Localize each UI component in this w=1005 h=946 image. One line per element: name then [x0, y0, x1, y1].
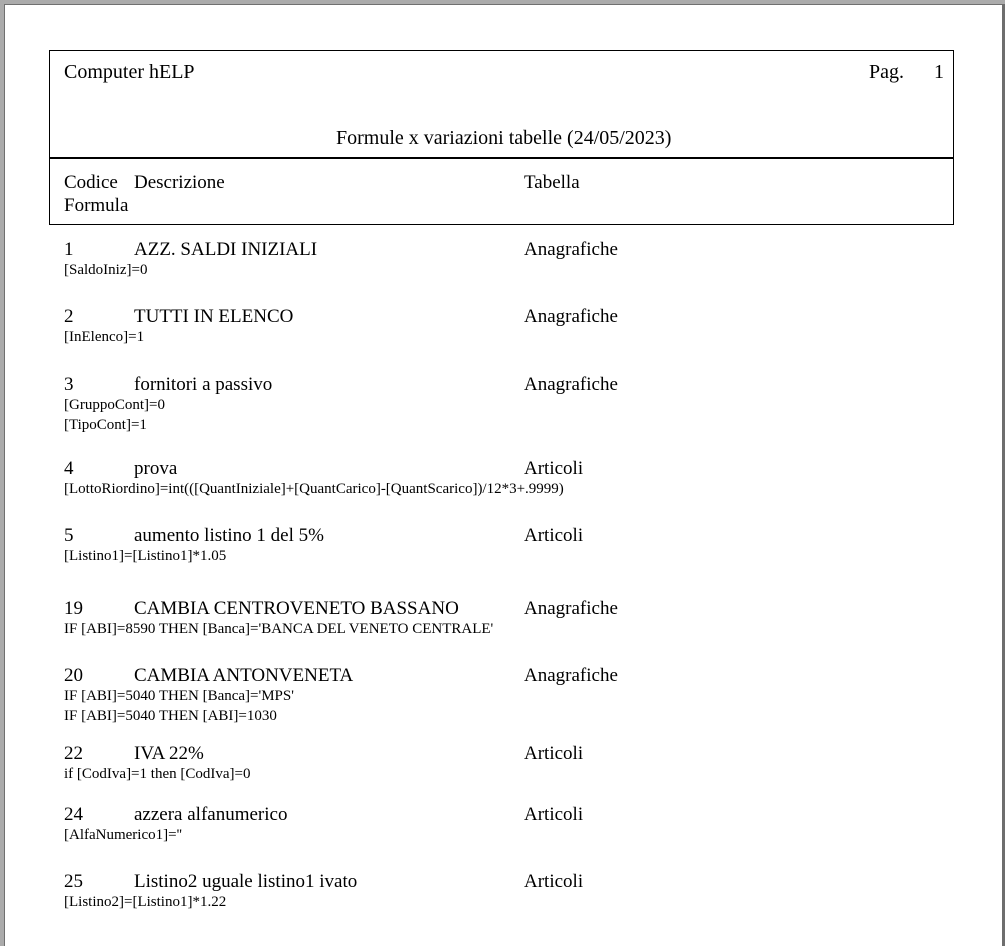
row-table: Anagrafiche — [524, 239, 618, 260]
column-header-codice: Codice — [64, 172, 118, 193]
row-description: AZZ. SALDI INIZIALI — [134, 239, 318, 260]
row-table: Articoli — [524, 743, 584, 764]
row-code: 2 — [64, 306, 74, 327]
row-formula: if [CodIva]=1 then [CodIva]=0 — [64, 766, 251, 782]
row-description: azzera alfanumerico — [134, 804, 288, 825]
row-code: 1 — [64, 239, 74, 260]
column-header-formula: Formula — [64, 195, 129, 216]
row-table: Articoli — [524, 525, 584, 546]
row-description: fornitori a passivo — [134, 374, 273, 395]
row-formula: [AlfaNumerico1]='' — [64, 827, 182, 843]
row-table: Anagrafiche — [524, 598, 618, 619]
row-code: 3 — [64, 374, 74, 395]
row-code: 19 — [64, 598, 83, 619]
row-formula: [Listino1]=[Listino1]*1.05 — [64, 548, 227, 564]
row-code: 5 — [64, 525, 74, 546]
row-formula: [GruppoCont]=0 — [64, 397, 165, 413]
row-description: aumento listino 1 del 5% — [134, 525, 324, 546]
row-table: Articoli — [524, 804, 584, 825]
row-description: CAMBIA CENTROVENETO BASSANO — [134, 598, 459, 619]
page-label: Pag. — [869, 61, 904, 83]
row-formula: [SaldoIniz]=0 — [64, 262, 148, 278]
row-code: 25 — [64, 871, 83, 892]
row-formula: [Listino2]=[Listino1]*1.22 — [64, 894, 227, 910]
company-name: Computer hELP — [64, 61, 195, 83]
row-table: Articoli — [524, 458, 584, 479]
row-code: 20 — [64, 665, 83, 686]
row-code: 22 — [64, 743, 83, 764]
row-code: 24 — [64, 804, 83, 825]
row-description: Listino2 uguale listino1 ivato — [134, 871, 358, 892]
row-code: 4 — [64, 458, 74, 479]
row-formula: [TipoCont]=1 — [64, 417, 147, 433]
row-description: prova — [134, 458, 178, 479]
row-formula: IF [ABI]=5040 THEN [Banca]='MPS' — [64, 688, 294, 704]
column-header-tabella: Tabella — [524, 172, 580, 193]
row-description: IVA 22% — [134, 743, 204, 764]
report-title: Formule x variazioni tabelle (24/05/2023) — [336, 127, 672, 149]
row-description: CAMBIA ANTONVENETA — [134, 665, 354, 686]
row-table: Articoli — [524, 871, 584, 892]
row-table: Anagrafiche — [524, 665, 618, 686]
page-number: 1 — [934, 61, 944, 83]
report-header — [49, 50, 954, 225]
row-formula: [InElenco]=1 — [64, 329, 145, 345]
row-formula: [LottoRiordino]=int(([QuantIniziale]+[QuantCarico]-[QuantScarico])/12*3+.9999) — [64, 481, 564, 497]
row-formula: IF [ABI]=8590 THEN [Banca]='BANCA DEL VENETO CENTRALE' — [64, 621, 494, 637]
row-table: Anagrafiche — [524, 374, 618, 395]
row-formula: IF [ABI]=5040 THEN [ABI]=1030 — [64, 708, 277, 724]
row-table: Anagrafiche — [524, 306, 618, 327]
row-description: TUTTI IN ELENCO — [134, 306, 294, 327]
header-separator — [50, 157, 953, 159]
column-header-descrizione: Descrizione — [134, 172, 225, 193]
